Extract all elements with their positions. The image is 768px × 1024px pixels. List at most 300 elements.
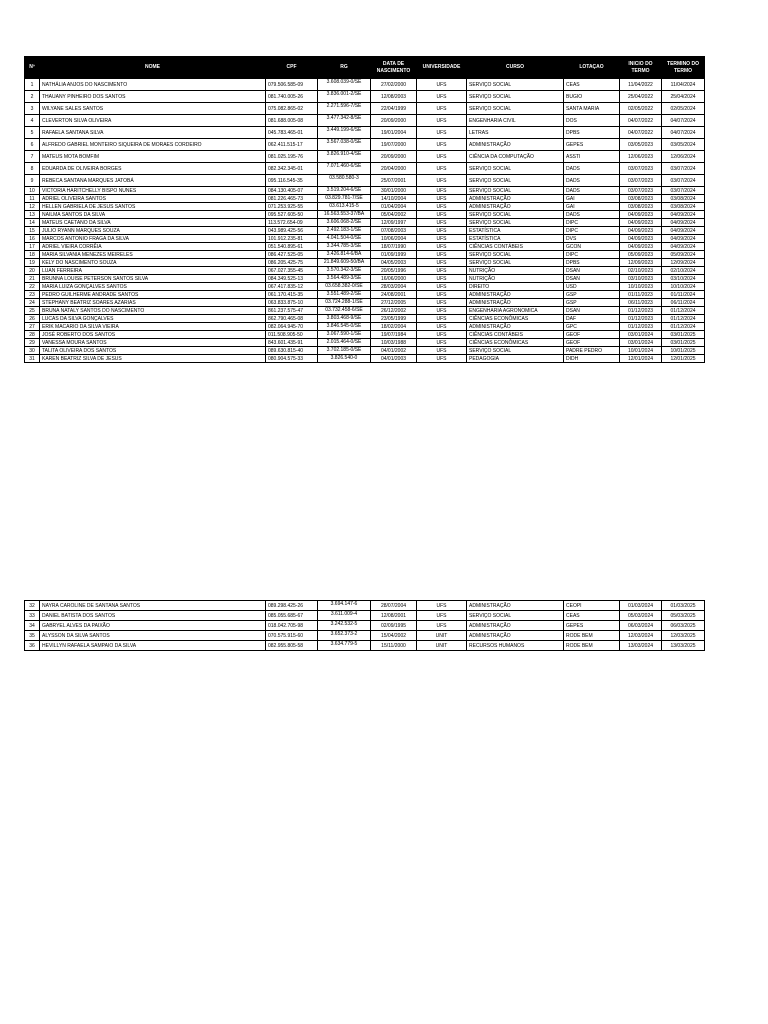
cell-cpf: 085.055.685-67	[266, 611, 318, 621]
cell-nome: HEVILLYN RAFAELA SAMPAIO DA SILVA	[40, 641, 266, 651]
cell-rg: 3.477.342-8/SE	[318, 115, 371, 127]
cell-rg: 3.344.785-3/SE	[318, 243, 371, 251]
cell-lotacao: GEOF	[564, 331, 620, 339]
cell-num: 32	[25, 601, 40, 611]
cell-termino: 04/09/2024	[662, 227, 705, 235]
cell-num: 3	[25, 103, 40, 115]
cell-termino: 03/07/2024	[662, 175, 705, 187]
cell-inicio: 03/01/2024	[620, 331, 662, 339]
table-row	[25, 187, 705, 195]
cell-curso: PEDAGOGIA	[467, 355, 564, 363]
cell-nascimento: 30/01/2000	[371, 187, 417, 195]
table-row	[25, 259, 705, 267]
cell-curso: ADMINISTRAÇÃO	[467, 601, 564, 611]
cell-cpf: 082.342.345-01	[266, 163, 318, 175]
cell-inicio: 25/04/2022	[620, 91, 662, 103]
cell-inicio: 04/09/2023	[620, 235, 662, 243]
cell-lotacao: DPBS	[564, 127, 620, 139]
cell-nascimento: 20/05/1996	[371, 267, 417, 275]
table-row	[25, 631, 705, 641]
cell-cpf: 095.116.545-35	[266, 175, 318, 187]
cell-rg: 03.658.382-0/SE	[318, 283, 371, 291]
cell-rg: 3.426.814-6/BA	[318, 251, 371, 259]
cell-cpf: 082.955.805-58	[266, 641, 318, 651]
cell-nascimento: 04/05/2003	[371, 259, 417, 267]
cell-inicio: 03/08/2023	[620, 195, 662, 203]
cell-curso: SERVIÇO SOCIAL	[467, 251, 564, 259]
table-row	[25, 251, 705, 259]
cell-rg: 3.567.038-0/SE	[318, 139, 371, 151]
cell-lotacao: GEPES	[564, 139, 620, 151]
table-row	[25, 315, 705, 323]
cell-nome: DANIEL BATISTA DOS SANTOS	[40, 611, 266, 621]
cell-nome: TALITA OLIVEIRA DOS SANTOS	[40, 347, 266, 355]
cell-nascimento: 18/07/1990	[371, 243, 417, 251]
cell-nascimento: 27/02/2000	[371, 79, 417, 91]
cell-num: 17	[25, 243, 40, 251]
cell-curso: SERVIÇO SOCIAL	[467, 219, 564, 227]
cell-universidade: UFS	[417, 291, 467, 299]
cell-universidade: UFS	[417, 267, 467, 275]
table-row	[25, 235, 705, 243]
cell-inicio: 12/03/2024	[620, 631, 662, 641]
cell-rg: 3.652.373-2	[318, 631, 371, 641]
cell-nome: ADRIEL VIEIRA CORRÊIA	[40, 243, 266, 251]
table-row	[25, 339, 705, 347]
cell-num: 13	[25, 211, 40, 219]
cell-nome: STEPHANY BEATRIZ SOARES AZARIAS	[40, 299, 266, 307]
cell-rg: 7.071.460-6/SE	[318, 163, 371, 175]
cell-universidade: UFS	[417, 355, 467, 363]
cell-lotacao: CEOPI	[564, 601, 620, 611]
table-row	[25, 355, 705, 363]
cell-curso: CIÊNCIAS ECONÔMICAS	[467, 315, 564, 323]
cell-universidade: UFS	[417, 187, 467, 195]
cell-universidade: UFS	[417, 163, 467, 175]
cell-termino: 03/07/2024	[662, 187, 705, 195]
table-row	[25, 283, 705, 291]
cell-lotacao: BUGIO	[564, 91, 620, 103]
cell-cpf: 089.298.425-26	[266, 601, 318, 611]
cell-rg: 16.563.553-37/BA	[318, 211, 371, 219]
table-row	[25, 163, 705, 175]
cell-nascimento: 28/07/2004	[371, 601, 417, 611]
cell-nascimento: 20/09/2000	[371, 115, 417, 127]
cell-nome: MARCOS ANTONIO FRAGA DA SILVA	[40, 235, 266, 243]
table-row	[25, 621, 705, 631]
table-row	[25, 211, 705, 219]
cell-universidade: UFS	[417, 283, 467, 291]
cell-termino: 01/12/2024	[662, 307, 705, 315]
cell-rg: 3.606.068-2/SE	[318, 219, 371, 227]
cell-lotacao: SANTA MARIA	[564, 103, 620, 115]
cell-nascimento: 26/12/2002	[371, 307, 417, 315]
table-row	[25, 299, 705, 307]
cell-nome: ERIK MACARIO DA SILVA VIEIRA	[40, 323, 266, 331]
cell-rg: 3.449.199-6/SE	[318, 127, 371, 139]
cell-curso: SERVIÇO SOCIAL	[467, 259, 564, 267]
cell-inicio: 04/09/2023	[620, 227, 662, 235]
header-num: Nº	[25, 57, 40, 79]
table-row	[25, 195, 705, 203]
cell-curso: NUTRIÇÃO	[467, 275, 564, 283]
cell-inicio: 11/04/2022	[620, 79, 662, 91]
cell-universidade: UFS	[417, 307, 467, 315]
table-row	[25, 307, 705, 315]
cell-nascimento: 15/04/2002	[371, 631, 417, 641]
cell-inicio: 01/11/2023	[620, 291, 662, 299]
cell-termino: 04/09/2024	[662, 219, 705, 227]
cell-universidade: UFS	[417, 235, 467, 243]
cell-lotacao: ASSTI	[564, 151, 620, 163]
cell-termino: 02/10/2024	[662, 267, 705, 275]
cell-num: 19	[25, 259, 40, 267]
cell-rg: 2.492.183-1/SE	[318, 227, 371, 235]
cell-lotacao: GPC	[564, 323, 620, 331]
cell-cpf: 080.904.575-33	[266, 355, 318, 363]
cell-cpf: 045.783.465-01	[266, 127, 318, 139]
cell-universidade: UFS	[417, 339, 467, 347]
cell-rg: 3.608.039-0/SE	[318, 79, 371, 91]
cell-inicio: 10/01/2024	[620, 347, 662, 355]
cell-universidade: UFS	[417, 203, 467, 211]
cell-curso: ADMINISTRAÇÃO	[467, 195, 564, 203]
cell-termino: 05/03/2025	[662, 611, 705, 621]
table-row	[25, 227, 705, 235]
cell-nome: VANESSA MOURA SANTOS	[40, 339, 266, 347]
cell-curso: ADMINISTRAÇÃO	[467, 139, 564, 151]
cell-curso: SERVIÇO SOCIAL	[467, 611, 564, 621]
cell-nome: ALYSSON DA SILVA SANTOS	[40, 631, 266, 641]
cell-nome: BRUNA NATALY SANTOS DO NASCIMENTO	[40, 307, 266, 315]
cell-lotacao: DIDH	[564, 355, 620, 363]
table-row	[25, 611, 705, 621]
cell-curso: SERVIÇO SOCIAL	[467, 163, 564, 175]
cell-nascimento: 20/09/2000	[371, 151, 417, 163]
cell-cpf: 086.427.525-05	[266, 251, 318, 259]
header-row	[25, 57, 705, 79]
cell-nome: LUCAS DA SILVA GONÇALVES	[40, 315, 266, 323]
cell-termino: 04/07/2024	[662, 115, 705, 127]
cell-inicio: 02/10/2023	[620, 267, 662, 275]
table-row	[25, 103, 705, 115]
cell-cpf: 089.630.815-40	[266, 347, 318, 355]
cell-termino: 04/09/2024	[662, 211, 705, 219]
cell-universidade: UFS	[417, 195, 467, 203]
cell-num: 12	[25, 203, 40, 211]
cell-nascimento: 02/09/1995	[371, 621, 417, 631]
cell-termino: 01/12/2024	[662, 315, 705, 323]
cell-cpf: 081.025.195-76	[266, 151, 318, 163]
cell-rg: 03.580.580-3	[318, 175, 371, 187]
cell-nascimento: 01/04/2004	[371, 203, 417, 211]
cell-cpf: 070.575.915-60	[266, 631, 318, 641]
cell-rg: 3.564.489-3/SE	[318, 275, 371, 283]
cell-lotacao: DADS	[564, 211, 620, 219]
cell-termino: 05/09/2024	[662, 251, 705, 259]
cell-universidade: UFS	[417, 323, 467, 331]
cell-inicio: 05/09/2023	[620, 251, 662, 259]
cell-curso: RECURSOS HUMANOS	[467, 641, 564, 651]
cell-lotacao: DIPC	[564, 227, 620, 235]
cell-nome: LUAN FERREIRA	[40, 267, 266, 275]
cell-cpf: 081.688.005-08	[266, 115, 318, 127]
cell-nome: PEDRO GUILHERME ANDRADE SANTOS	[40, 291, 266, 299]
cell-rg: 03.724.288-1/SE	[318, 299, 371, 307]
cell-num: 31	[25, 355, 40, 363]
cell-curso: ESTATÍSTICA	[467, 235, 564, 243]
cell-universidade: UFS	[417, 315, 467, 323]
cell-termino: 02/05/2024	[662, 103, 705, 115]
cell-nascimento: 22/04/1999	[371, 103, 417, 115]
cell-curso: SERVIÇO SOCIAL	[467, 79, 564, 91]
cell-num: 20	[25, 267, 40, 275]
cell-curso: LETRAS	[467, 127, 564, 139]
cell-nascimento: 07/08/2003	[371, 227, 417, 235]
cell-termino: 03/01/2025	[662, 331, 705, 339]
cell-lotacao: DADS	[564, 187, 620, 195]
cell-lotacao: DSAN	[564, 275, 620, 283]
cell-lotacao: GAI	[564, 203, 620, 211]
cell-rg: 21.849.609-50/BA	[318, 259, 371, 267]
table-row	[25, 219, 705, 227]
cell-termino: 10/01/2025	[662, 347, 705, 355]
cell-nome: HELLEN GABRIELA DE JESUS SANTOS	[40, 203, 266, 211]
header-lotacao: LOTAÇAO	[564, 57, 620, 79]
table-row	[25, 91, 705, 103]
cell-curso: ESTATÍSTICA	[467, 227, 564, 235]
cell-rg: 3.242.532-5	[318, 621, 371, 631]
cell-inicio: 04/09/2023	[620, 219, 662, 227]
cell-cpf: 113.572.654-09	[266, 219, 318, 227]
cell-num: 8	[25, 163, 40, 175]
cell-curso: ENGENHARIA AGRONOMICA	[467, 307, 564, 315]
cell-cpf: 018.042.705-98	[266, 621, 318, 631]
cell-inicio: 01/03/2024	[620, 601, 662, 611]
cell-termino: 12/06/2024	[662, 151, 705, 163]
cell-nascimento: 01/09/1999	[371, 251, 417, 259]
cell-curso: SERVIÇO SOCIAL	[467, 91, 564, 103]
cell-cpf: 086.205.425-75	[266, 259, 318, 267]
cell-nascimento: 04/01/2002	[371, 347, 417, 355]
cell-num: 25	[25, 307, 40, 315]
table-body	[25, 79, 705, 363]
cell-num: 24	[25, 299, 40, 307]
interns-table	[24, 56, 705, 363]
cell-nome: NATHÁLIA ANJOS DO NASCIMENTO	[40, 79, 266, 91]
cell-rg: 3.826.540-0	[318, 355, 371, 363]
cell-lotacao: DSAN	[564, 307, 620, 315]
cell-lotacao: DADS	[564, 175, 620, 187]
cell-termino: 04/09/2024	[662, 243, 705, 251]
cell-lotacao: CEAS	[564, 611, 620, 621]
cell-nascimento: 24/08/2001	[371, 291, 417, 299]
cell-inicio: 04/09/2023	[620, 243, 662, 251]
cell-nascimento: 28/03/2004	[371, 283, 417, 291]
cell-num: 29	[25, 339, 40, 347]
cell-inicio: 04/09/2023	[620, 211, 662, 219]
cell-cpf: 084.130.405-07	[266, 187, 318, 195]
cell-nascimento: 19/07/2000	[371, 139, 417, 151]
cell-rg: 2.271.596-7/SE	[318, 103, 371, 115]
cell-termino: 01/12/2024	[662, 323, 705, 331]
cell-cpf: 067.027.355-45	[266, 267, 318, 275]
cell-rg: 3.694.147-6	[318, 601, 371, 611]
cell-lotacao: PADRE PEDRO	[564, 347, 620, 355]
cell-inicio: 03/07/2023	[620, 175, 662, 187]
cell-num: 7	[25, 151, 40, 163]
cell-universidade: UFS	[417, 347, 467, 355]
cell-num: 6	[25, 139, 40, 151]
cell-nome: CLEVERTON SILVA OLIVEIRA	[40, 115, 266, 127]
cell-universidade: UFS	[417, 621, 467, 631]
cell-inicio: 02/05/2022	[620, 103, 662, 115]
cell-nascimento: 10/06/2004	[371, 235, 417, 243]
cell-inicio: 03/07/2023	[620, 187, 662, 195]
cell-universidade: UFS	[417, 139, 467, 151]
cell-nascimento: 05/04/2002	[371, 211, 417, 219]
cell-num: 34	[25, 621, 40, 631]
header-nome: NOME	[40, 57, 266, 79]
cell-inicio: 06/03/2024	[620, 621, 662, 631]
cell-lotacao: DVS	[564, 235, 620, 243]
cell-universidade: UFS	[417, 259, 467, 267]
cell-inicio: 03/05/2023	[620, 139, 662, 151]
cell-cpf: 075.082.865-02	[266, 103, 318, 115]
cell-num: 16	[25, 235, 40, 243]
header-termino: TERMINO DO TERMO	[662, 57, 705, 79]
cell-nascimento: 12/08/2001	[371, 611, 417, 621]
cell-universidade: UFS	[417, 251, 467, 259]
cell-lotacao: GEPES	[564, 621, 620, 631]
cell-rg: 03.613.415-5	[318, 203, 371, 211]
cell-num: 10	[25, 187, 40, 195]
cell-nome: ALFREDO GABRIEL MONTEIRO SIQUEIRA DE MORAES CORDEIRO	[40, 139, 266, 151]
interns-table-continued	[24, 600, 705, 651]
table-row	[25, 175, 705, 187]
table-row	[25, 331, 705, 339]
cell-num: 15	[25, 227, 40, 235]
cell-num: 18	[25, 251, 40, 259]
cell-termino: 03/05/2024	[662, 139, 705, 151]
cell-nascimento: 19/07/1984	[371, 331, 417, 339]
cell-termino: 03/07/2024	[662, 163, 705, 175]
cell-termino: 06/11/2024	[662, 299, 705, 307]
cell-num: 26	[25, 315, 40, 323]
cell-cpf: 862.790.465-08	[266, 315, 318, 323]
cell-curso: SERVIÇO SOCIAL	[467, 103, 564, 115]
cell-curso: DIREITO	[467, 283, 564, 291]
cell-nascimento: 15/11/2000	[371, 641, 417, 651]
cell-nome: NAYRA CAROLINE DE SANTANA SANTOS	[40, 601, 266, 611]
cell-lotacao: GSP	[564, 291, 620, 299]
cell-cpf: 063.833.875-10	[266, 299, 318, 307]
cell-rg: 03.829.781-7/SE	[318, 195, 371, 203]
cell-inicio: 01/12/2023	[620, 307, 662, 315]
table-row	[25, 641, 705, 651]
table-row	[25, 79, 705, 91]
cell-termino: 03/10/2024	[662, 275, 705, 283]
cell-lotacao: GCON	[564, 243, 620, 251]
cell-universidade: UFS	[417, 299, 467, 307]
cell-cpf: 101.912.235-81	[266, 235, 318, 243]
cell-num: 30	[25, 347, 40, 355]
cell-num: 21	[25, 275, 40, 283]
cell-num: 5	[25, 127, 40, 139]
cell-rg: 3.803.468-9/SE	[318, 315, 371, 323]
cell-curso: CIÊNCIAS CONTÁBEIS	[467, 331, 564, 339]
table-row	[25, 291, 705, 299]
cell-num: 22	[25, 283, 40, 291]
cell-rg: 3.702.185-0/SE	[318, 347, 371, 355]
cell-num: 1	[25, 79, 40, 91]
cell-nascimento: 23/05/1999	[371, 315, 417, 323]
cell-termino: 01/03/2025	[662, 601, 705, 611]
cell-universidade: UFS	[417, 151, 467, 163]
cell-inicio: 10/10/2023	[620, 283, 662, 291]
cell-universidade: UFS	[417, 275, 467, 283]
cell-inicio: 12/09/2023	[620, 259, 662, 267]
cell-num: 14	[25, 219, 40, 227]
cell-rg: 3.570.342-3/SE	[318, 267, 371, 275]
cell-rg: 3.551.489-2/SE	[318, 291, 371, 299]
table-row	[25, 267, 705, 275]
table-row	[25, 115, 705, 127]
cell-universidade: UFS	[417, 211, 467, 219]
cell-num: 9	[25, 175, 40, 187]
table-row	[25, 139, 705, 151]
cell-nome: MATEUS MOTA BOMFIM	[40, 151, 266, 163]
cell-rg: 3.611.009-4	[318, 611, 371, 621]
cell-num: 23	[25, 291, 40, 299]
cell-universidade: UFS	[417, 103, 467, 115]
cell-nascimento: 14/10/2004	[371, 195, 417, 203]
cell-nome: RAFAELA SANTANA SILVA	[40, 127, 266, 139]
cell-nome: KELY DO NASCIMENTO SOUZA	[40, 259, 266, 267]
cell-curso: ADMINISTRAÇÃO	[467, 631, 564, 641]
cell-inicio: 03/01/2024	[620, 339, 662, 347]
cell-cpf: 061.170.415-35	[266, 291, 318, 299]
cell-nascimento: 10/03/1988	[371, 339, 417, 347]
cell-nome: REBECA SANTANA MARQUES JATOBÁ	[40, 175, 266, 187]
cell-inicio: 01/12/2023	[620, 323, 662, 331]
cell-num: 2	[25, 91, 40, 103]
cell-nascimento: 18/02/2004	[371, 323, 417, 331]
cell-cpf: 084.349.525-13	[266, 275, 318, 283]
header-inicio: INICIO DO TERMO	[620, 57, 662, 79]
cell-cpf: 051.540.895-61	[266, 243, 318, 251]
table-row	[25, 347, 705, 355]
cell-num: 36	[25, 641, 40, 651]
cell-universidade: UFS	[417, 227, 467, 235]
cell-lotacao: GAI	[564, 195, 620, 203]
cell-termino: 03/08/2024	[662, 203, 705, 211]
table-row	[25, 323, 705, 331]
cell-termino: 01/11/2024	[662, 291, 705, 299]
cell-inicio: 06/11/2023	[620, 299, 662, 307]
cell-nascimento: 20/04/2000	[371, 163, 417, 175]
cell-lotacao: DSAN	[564, 267, 620, 275]
cell-cpf: 861.237.575-47	[266, 307, 318, 315]
cell-nome: EDUARDA DE OLIVEIRA BORGES	[40, 163, 266, 175]
cell-curso: CIÊNCIAS CONTÁBEIS	[467, 243, 564, 251]
cell-cpf: 043.989.425-56	[266, 227, 318, 235]
cell-nome: BRUNNA LOUISE PETERSON SANTOS SILVA	[40, 275, 266, 283]
cell-universidade: UFS	[417, 601, 467, 611]
cell-universidade: UNIT	[417, 641, 467, 651]
cell-nascimento: 27/12/2005	[371, 299, 417, 307]
cell-nome: MARIA LUIZA GONÇALVES SANTOS	[40, 283, 266, 291]
